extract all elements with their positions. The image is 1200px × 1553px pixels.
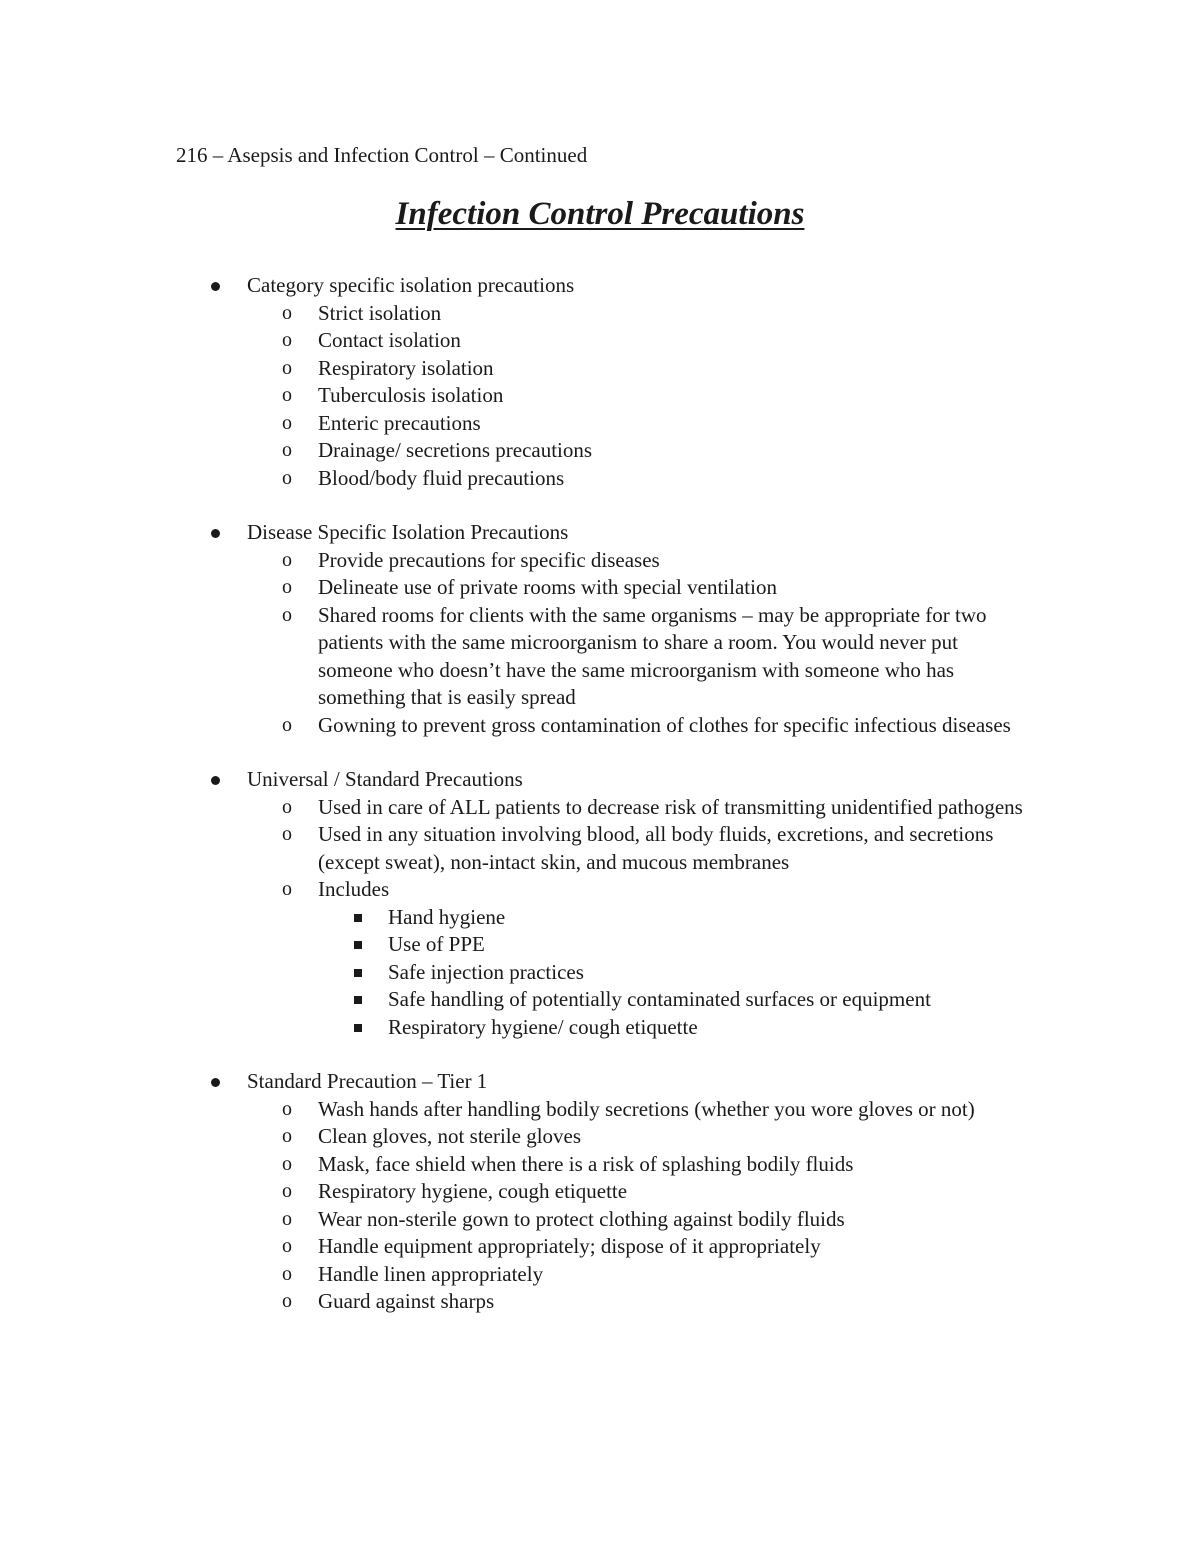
- sub-list-item-text: Use of PPE: [388, 932, 485, 956]
- bullet-circle-icon: o: [282, 1097, 292, 1120]
- list-item-text: Contact isolation: [318, 328, 461, 352]
- list-item: [0, 1178, 1023, 1206]
- list-item: [0, 300, 1023, 328]
- list-item-text: Provide precautions for specific diseases: [318, 547, 660, 572]
- list-item: [0, 327, 1023, 355]
- sub-list-item-text: Respiratory hygiene/ cough etiquette: [388, 1014, 698, 1039]
- list-item: [0, 465, 1023, 493]
- list-item: [0, 1151, 1023, 1179]
- bullet-circle-icon: o: [282, 1125, 292, 1147]
- section-standard-tier-1: [0, 1068, 1200, 1316]
- list-item: [0, 437, 1023, 465]
- bullet-circle-icon: o: [282, 878, 292, 900]
- list-item-text: Shared rooms for clients with the same organisms – may be appropriate for two patients with the same microorganism to share a room. You would never put someone who doesn’t have the same microorganism with someone who has something that is easily spread: [318, 602, 987, 709]
- bullet-circle-icon: o: [282, 1290, 292, 1312]
- section-category-specific: [0, 272, 1200, 492]
- list-item: [0, 1123, 1023, 1151]
- bullet-circle-icon: o: [282, 576, 292, 598]
- sub-list-item: [0, 904, 1200, 932]
- bullet-circle-icon: o: [282, 713, 292, 736]
- list-item-text: Delineate use of private rooms with special ventilation: [318, 575, 777, 599]
- bullet-circle-icon: o: [282, 1262, 292, 1285]
- bullet-circle-icon: o: [282, 356, 292, 379]
- bullet-disc-icon: [211, 282, 220, 291]
- bullet-heading-text: Category specific isolation precautions: [247, 273, 575, 297]
- bullet-square-icon: [354, 914, 362, 922]
- section-disease-specific: [0, 519, 1200, 739]
- list-item-text: Includes: [318, 877, 390, 901]
- sub-list-item: [0, 986, 1200, 1014]
- list-item-text: Mask, face shield when there is a risk of splashing bodily fluids: [318, 1151, 854, 1176]
- list-item: [0, 410, 1023, 438]
- list-item: [0, 1206, 1023, 1234]
- sub-list-item-text: Hand hygiene: [388, 904, 506, 929]
- bullet-heading: [0, 1068, 1200, 1096]
- bullet-heading-text: Standard Precaution – Tier 1: [247, 1069, 488, 1093]
- list-item: [0, 547, 1023, 575]
- bullet-square-icon: [354, 969, 362, 977]
- bullet-circle-icon: o: [282, 823, 292, 845]
- list-item-text: Clean gloves, not sterile gloves: [318, 1124, 582, 1148]
- list-item: [0, 382, 1023, 410]
- list-item-text: Wash hands after handling bodily secretions (whether you wore gloves or not): [318, 1096, 975, 1121]
- course-header: 216 – Asepsis and Infection Control – Continued: [176, 143, 588, 167]
- list-item-text: Guard against sharps: [318, 1289, 495, 1313]
- list-item-text: Strict isolation: [318, 300, 442, 325]
- sub-list-item-text: Safe injection practices: [388, 959, 584, 984]
- bullet-circle-icon: o: [282, 411, 292, 434]
- bullet-square-icon: [354, 1024, 362, 1032]
- bullet-circle-icon: o: [282, 1207, 292, 1230]
- list-item-text: Drainage/ secretions precautions: [318, 438, 593, 462]
- page-title: Infection Control Precautions: [395, 196, 805, 232]
- bullet-heading: [0, 272, 1200, 300]
- list-item: [0, 602, 1023, 712]
- bullet-circle-icon: o: [282, 439, 292, 461]
- list-item-text: Handle linen appropriately: [318, 1261, 544, 1286]
- section-universal-standard: [0, 766, 1200, 1041]
- list-item: [0, 574, 1023, 602]
- list-item: [0, 821, 1023, 876]
- bullet-circle-icon: o: [282, 384, 292, 406]
- bullet-disc-icon: [211, 529, 220, 538]
- bullet-circle-icon: o: [282, 466, 292, 489]
- bullet-heading: [0, 766, 1200, 794]
- bullet-disc-icon: [211, 776, 220, 785]
- bullet-circle-icon: o: [282, 1235, 292, 1257]
- bullet-circle-icon: o: [282, 548, 292, 571]
- bullet-disc-icon: [211, 1078, 220, 1087]
- list-item: [0, 876, 1023, 904]
- list-item: [0, 1288, 1023, 1316]
- list-item: [0, 712, 1023, 740]
- bullet-circle-icon: o: [282, 301, 292, 324]
- bullet-square-icon: [354, 996, 362, 1004]
- bullet-circle-icon: o: [282, 1152, 292, 1175]
- document-body: [0, 272, 1200, 1343]
- bullet-heading-text: Universal / Standard Precautions: [247, 767, 523, 791]
- bullet-square-icon: [354, 941, 362, 949]
- list-item-text: Respiratory isolation: [318, 355, 494, 380]
- list-item: [0, 794, 1023, 822]
- sub-list-item: [0, 959, 1200, 987]
- sub-list-item-text: Safe handling of potentially contaminated surfaces or equipment: [388, 987, 931, 1011]
- list-item-text: Used in care of ALL patients to decrease risk of transmitting unidentified pathogens: [318, 794, 1023, 819]
- list-item-text: Enteric precautions: [318, 410, 481, 435]
- list-item-text: Respiratory hygiene, cough etiquette: [318, 1179, 628, 1203]
- bullet-heading-text: Disease Specific Isolation Precautions: [247, 520, 569, 544]
- list-item-text: Blood/body fluid precautions: [318, 465, 565, 490]
- bullet-circle-icon: o: [282, 795, 292, 818]
- bullet-circle-icon: o: [282, 329, 292, 351]
- sub-list-item: [0, 931, 1200, 959]
- bullet-heading: [0, 519, 1200, 547]
- list-item-text: Used in any situation involving blood, all body fluids, excretions, and secretions (except sweat), non-intact skin, and mucous membranes: [318, 822, 994, 874]
- list-item: [0, 1233, 1023, 1261]
- bullet-circle-icon: o: [282, 1180, 292, 1202]
- list-item: [0, 1261, 1023, 1289]
- list-item-text: Handle equipment appropriately; dispose of it appropriately: [318, 1234, 821, 1258]
- sub-list-item: [0, 1014, 1200, 1042]
- list-item-text: Gowning to prevent gross contamination of clothes for specific infectious diseases: [318, 712, 1011, 737]
- list-item-text: Tuberculosis isolation: [318, 383, 504, 407]
- bullet-circle-icon: o: [282, 603, 292, 626]
- list-item-text: Wear non-sterile gown to protect clothing against bodily fluids: [318, 1206, 845, 1231]
- list-item: [0, 1096, 1023, 1124]
- list-item: [0, 355, 1023, 383]
